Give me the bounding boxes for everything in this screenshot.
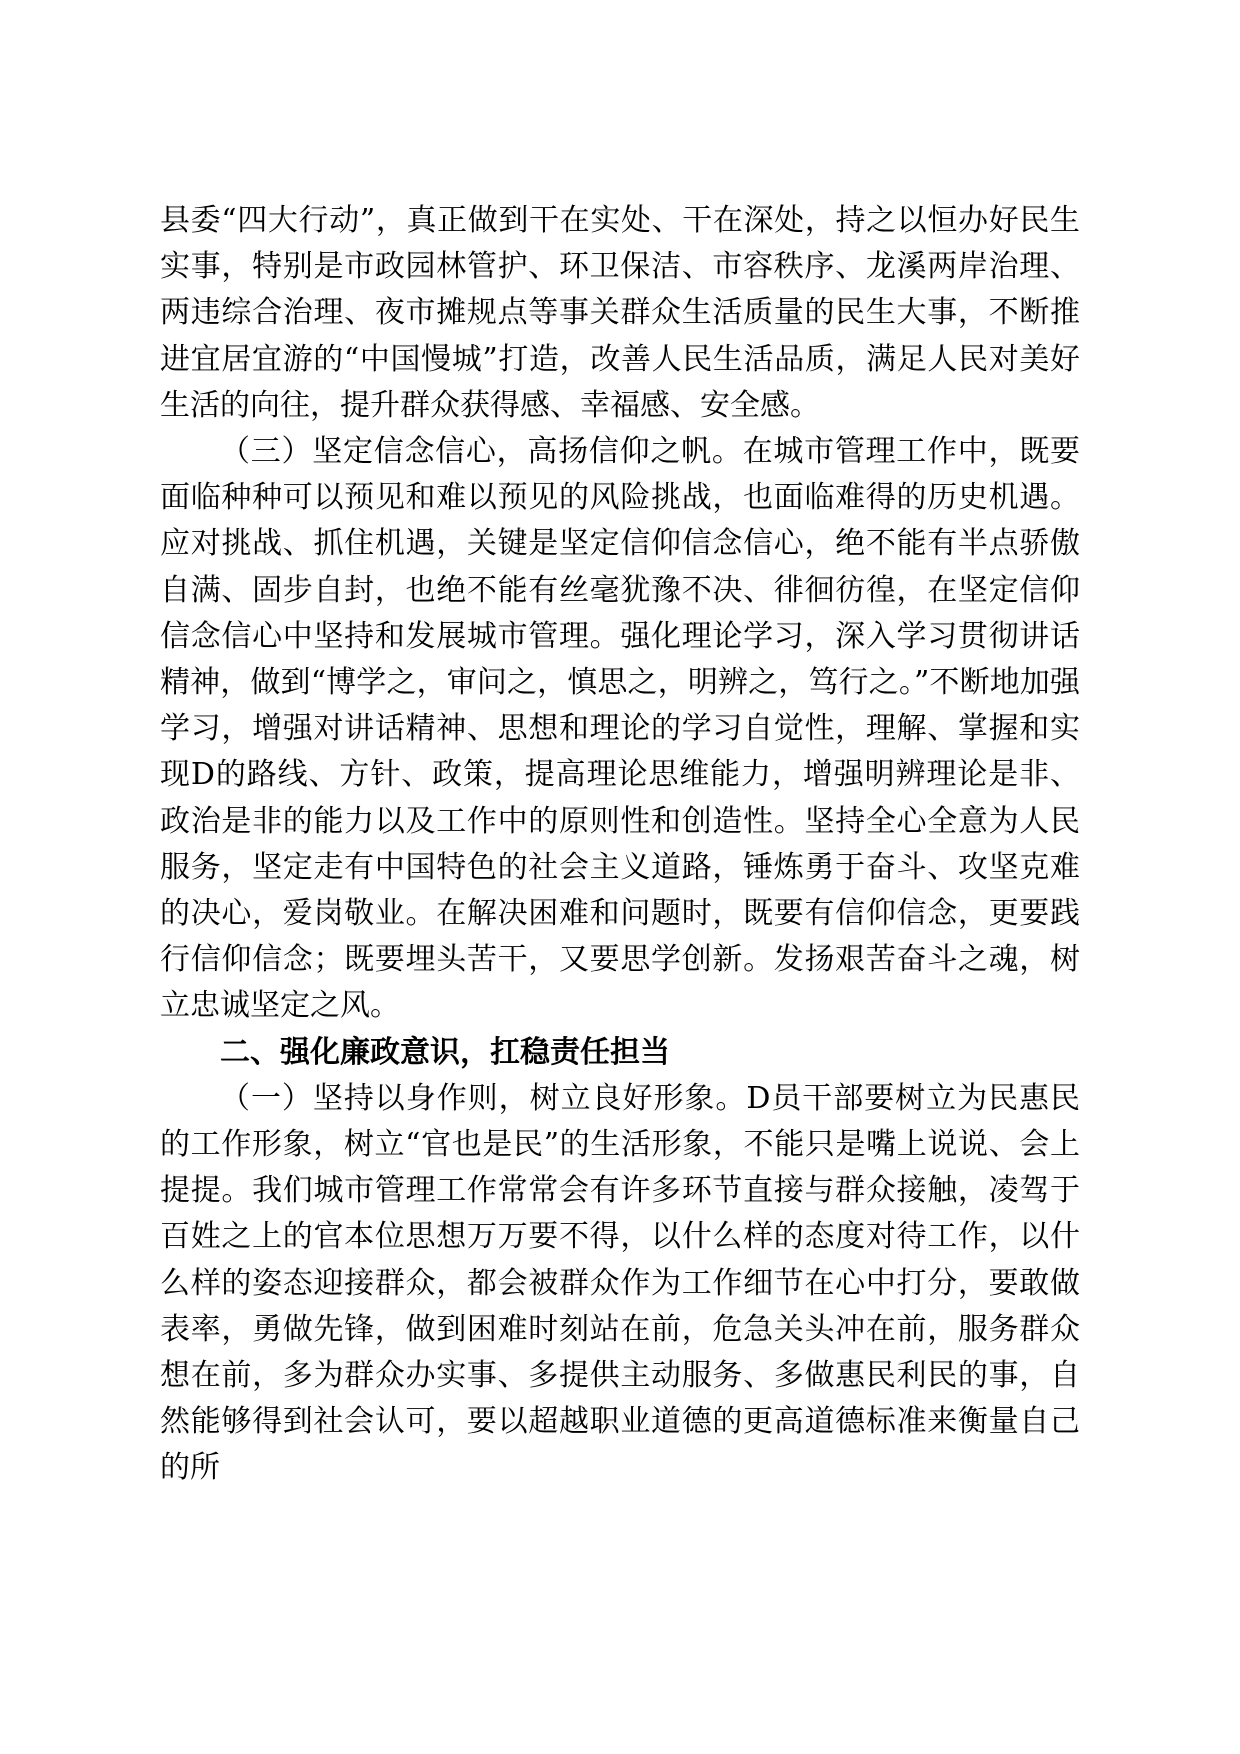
paragraph-section-two-one: （一）坚持以身作则，树立良好形象。D员干部要树立为民惠民的工作形象，树立“官也是民”的生活形象，不能只是嘴上说说、会上提提。我们城市管理工作常常会有许多环节直接与群众接触，凌驾于百姓之上的官本位思想万万要不得，以什么样的态度对待工作，以什么样的姿态迎接群众，都会被群众作为工作细节在心中打分，要敢做表率，勇做先锋，做到困难时刻站在前，危急关头冲在前，服务群众想在前，多为群众办实事、多提供主动服务、多做惠民利民的事，自然能够得到社会认可，要以超越职业道德的更高道德标准来衡量自己的所 xyxy=(160,1080,1080,1486)
paragraph-section-three: （三）坚定信念信心，高扬信仰之帆。在城市管理工作中，既要面临种种可以预见和难以预见的风险挑战，也面临难得的历史机遇。应对挑战、抓住机遇，关键是坚定信仰信念信心，绝不能有半点骄傲自满、固步自封，也绝不能有丝毫犹豫不决、徘徊彷徨，在坚定信仰信念信心中坚持和发展城市管理。强化理论学习，深入学习贯彻讲话精神，做到“博学之，审问之，慎思之，明辨之，笃行之。”不断地加强学习，增强对讲话精神、思想和理论的学习自觉性，理解、掌握和实现D的路线、方针、政策，提高理论思维能力，增强明辨理论是非、政治是非的能力以及工作中的原则性和创造性。坚持全心全意为人民服务，坚定走有中国特色的社会主义道路，锤炼勇于奋斗、攻坚克难的决心，爱岗敬业。在解决困难和问题时，既要有信仰信念，更要践行信仰信念；既要埋头苦干，又要思学创新。发扬艰苦奋斗之魂，树立忠诚坚定之风。 xyxy=(160,434,1080,1024)
document-body xyxy=(160,198,1080,1492)
paragraph-continuation: 县委“四大行动”，真正做到干在实处、干在深处，持之以恒办好民生实事，特别是市政园林管护、环卫保洁、市容秩序、龙溪两岸治理、两违综合治理、夜市摊规点等事关群众生活质量的民生大事，不断推进宜居宜游的“中国慢城”打造，改善人民生活品质，满足人民对美好生活的向往，提升群众获得感、幸福感、安全感。 xyxy=(160,203,1080,423)
section-heading-two: 二、强化廉政意识，扛稳责任担当 xyxy=(220,1034,670,1070)
